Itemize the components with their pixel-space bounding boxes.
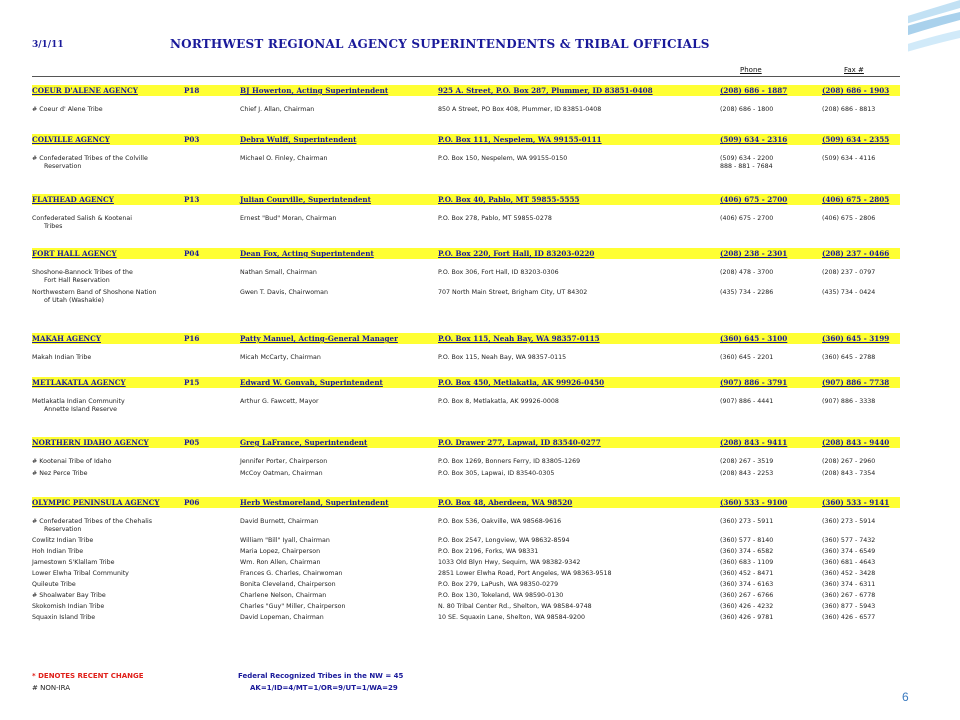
tribe-name: Squaxin Island Tribe <box>32 614 96 621</box>
agency-fax: (360) 533 - 9141 <box>822 498 890 507</box>
agency-code: P13 <box>184 195 200 204</box>
tribe-fax: (208) 686 - 8813 <box>822 106 876 113</box>
tribe-phone: (208) 686 - 1800 <box>720 106 774 113</box>
federal-tribes-by-state: AK=1/ID=4/MT=1/OR=9/UT=1/WA=29 <box>250 684 398 692</box>
tribe-official: Charlene Nelson, Chairman <box>240 592 327 599</box>
tribe-address: P.O. Box 279, LaPush, WA 98350-0279 <box>438 581 559 588</box>
agency-name: COLVILLE AGENCY <box>32 135 110 144</box>
tribe-address: P.O. Box 536, Oakville, WA 98568-9616 <box>438 518 562 525</box>
tribe-address: P.O. Box 306, Fort Hall, ID 83203-0306 <box>438 269 559 276</box>
agency-phone: (208) 843 - 9411 <box>720 438 788 447</box>
legend-non-ira: # NON-IRA <box>32 684 71 692</box>
tribe-address: 10 SE. Squaxin Lane, Shelton, WA 98584-9200 <box>438 614 585 621</box>
agency-fax: (509) 634 - 2355 <box>822 135 890 144</box>
tribe-official: Frances G. Charles, Chairwoman <box>240 570 343 577</box>
tribe-row <box>32 353 900 363</box>
tribe-phone: (360) 577 - 8140 <box>720 537 774 544</box>
tribe-name-continued: Annette Island Reserve <box>44 406 118 413</box>
tribe-official: Bonita Cleveland, Chairperson <box>240 581 336 588</box>
fax-column-header: Fax # <box>844 66 864 74</box>
agency-address: 925 A. Street, P.O. Box 287, Plummer, ID 83851-0408 <box>438 86 653 95</box>
tribe-address: 2851 Lower Elwha Road, Port Angeles, WA 98363-9518 <box>438 570 612 577</box>
tribe-row-continuation <box>32 525 900 535</box>
tribe-phone: (208) 478 - 3700 <box>720 269 774 276</box>
tribe-name-continued: Tribes <box>44 223 63 230</box>
tribe-phone: (509) 634 - 2200 <box>720 155 774 162</box>
agency-header-row <box>32 497 900 508</box>
tribe-phone: (435) 734 - 2286 <box>720 289 774 296</box>
agency-official: Herb Westmoreland, Superintendent <box>240 498 389 507</box>
agency-code: P16 <box>184 334 200 343</box>
tribe-fax: (360) 267 - 6778 <box>822 592 876 599</box>
tribe-row <box>32 558 900 568</box>
tribe-phone: (406) 675 - 2700 <box>720 215 774 222</box>
tribe-fax: (208) 267 - 2960 <box>822 458 876 465</box>
tribe-official: Maria Lopez, Chairperson <box>240 548 321 555</box>
agency-phone: (907) 886 - 3791 <box>720 378 788 387</box>
tribe-row <box>32 580 900 590</box>
tribe-address: N. 80 Tribal Center Rd., Shelton, WA 98584-9748 <box>438 603 592 610</box>
tribe-row <box>32 569 900 579</box>
tribe-fax: (360) 645 - 2788 <box>822 354 876 361</box>
tribe-name: Makah Indian Tribe <box>32 354 92 361</box>
tribe-address: 707 North Main Street, Brigham City, UT 84302 <box>438 289 588 296</box>
tribe-phone: (360) 426 - 4232 <box>720 603 774 610</box>
tribe-name-continued: Reservation <box>44 526 82 533</box>
tribe-fax: (509) 634 - 4116 <box>822 155 876 162</box>
agency-phone: (360) 645 - 3100 <box>720 334 788 343</box>
agency-header-row <box>32 248 900 259</box>
tribe-address: P.O. Box 150, Nespelem, WA 99155-0150 <box>438 155 568 162</box>
agency-official: BJ Howerton, Acting Superintendent <box>240 86 389 95</box>
tribe-phone: (360) 426 - 9781 <box>720 614 774 621</box>
tribe-fax: (360) 681 - 4643 <box>822 559 876 566</box>
tribe-name: Cowlitz Indian Tribe <box>32 537 94 544</box>
tribe-fax: (360) 577 - 7432 <box>822 537 876 544</box>
federal-tribes-total: Federal Recognized Tribes in the NW = 45 <box>238 672 404 680</box>
tribe-fax: (435) 734 - 0424 <box>822 289 876 296</box>
agency-name: NORTHERN IDAHO AGENCY <box>32 438 149 447</box>
tribe-fax: (360) 426 - 6577 <box>822 614 876 621</box>
tribe-name: Metlakatla Indian Community <box>32 398 125 405</box>
tribe-name: # Coeur d' Alene Tribe <box>32 106 103 113</box>
agency-name: METLAKATLA AGENCY <box>32 378 126 387</box>
agency-fax: (360) 645 - 3199 <box>822 334 890 343</box>
tribe-phone: (360) 645 - 2201 <box>720 354 774 361</box>
tribe-address: P.O. Box 115, Neah Bay, WA 98357-0115 <box>438 354 567 361</box>
tribe-fax: (360) 273 - 5914 <box>822 518 876 525</box>
tribe-row-continuation <box>32 162 900 172</box>
header-rule <box>32 76 900 77</box>
agency-header-row <box>32 194 900 205</box>
tribe-official: David Burnett, Chairman <box>240 518 319 525</box>
tribe-row <box>32 105 900 115</box>
tribe-address: P.O. Box 305, Lapwai, ID 83540-0305 <box>438 470 555 477</box>
tribe-name: Shoshone-Bannock Tribes of the <box>32 269 133 276</box>
tribe-fax: (406) 675 - 2806 <box>822 215 876 222</box>
tribe-phone: (360) 683 - 1109 <box>720 559 774 566</box>
tribe-row <box>32 591 900 601</box>
tribe-phone: (360) 267 - 6766 <box>720 592 774 599</box>
tribe-row <box>32 536 900 546</box>
tribe-address: P.O. Box 130, Tokeland, WA 98590-0130 <box>438 592 564 599</box>
agency-phone: (509) 634 - 2316 <box>720 135 788 144</box>
agency-address: P.O. Box 48, Aberdeen, WA 98520 <box>438 498 573 507</box>
tribe-phone: (360) 374 - 6163 <box>720 581 774 588</box>
agency-header-row <box>32 437 900 448</box>
tribe-fax: (360) 877 - 5943 <box>822 603 876 610</box>
tribe-address: P.O. Box 2547, Longview, WA 98632-8594 <box>438 537 570 544</box>
tribe-official: Jennifer Porter, Chairperson <box>240 458 328 465</box>
tribe-official: Nathan Small, Chairman <box>240 269 317 276</box>
document-page <box>18 16 908 704</box>
tribe-official: Micah McCarty, Chairman <box>240 354 321 361</box>
tribe-row-continuation <box>32 276 900 286</box>
tribe-row-continuation <box>32 222 900 232</box>
document-date: 3/1/11 <box>32 40 64 50</box>
tribe-name: # Confederated Tribes of the Chehalis <box>32 518 152 525</box>
agency-code: P05 <box>184 438 200 447</box>
tribe-official: McCoy Oatman, Chairman <box>240 470 323 477</box>
agency-header-row <box>32 85 900 96</box>
tribe-address: P.O. Box 278, Pablo, MT 59855-0278 <box>438 215 552 222</box>
agency-official: Julian Courville, Superintendent <box>240 195 371 204</box>
tribe-name: # Nez Perce Tribe <box>32 470 88 477</box>
tribe-row <box>32 613 900 623</box>
agency-name: FLATHEAD AGENCY <box>32 195 114 204</box>
agency-header-row <box>32 134 900 145</box>
agency-official: Greg LaFrance, Superintendent <box>240 438 368 447</box>
agency-address: P.O. Box 111, Nespelem, WA 99155-0111 <box>438 135 602 144</box>
agency-phone: (360) 533 - 9100 <box>720 498 788 507</box>
agency-fax: (208) 686 - 1903 <box>822 86 890 95</box>
agency-code: P18 <box>184 86 200 95</box>
tribe-official: Michael O. Finley, Chairman <box>240 155 328 162</box>
document-title: NORTHWEST REGIONAL AGENCY SUPERINTENDENTS & TRIBAL OFFICIALS <box>170 37 710 51</box>
tribe-official: William "Bill" Iyall, Chairman <box>240 537 330 544</box>
tribe-fax: (208) 237 - 0797 <box>822 269 876 276</box>
tribe-fax: (360) 452 - 3428 <box>822 570 876 577</box>
tribe-address: 1033 Old Blyn Hwy, Sequim, WA 98382-9342 <box>438 559 581 566</box>
tribe-row <box>32 602 900 612</box>
tribe-name: Skokomish Indian Tribe <box>32 603 105 610</box>
legend-recent-change-label: RECENT CHANGE <box>77 672 144 680</box>
agency-code: P04 <box>184 249 200 258</box>
tribe-name-continued: Reservation <box>44 163 82 170</box>
tribe-name: Jamestown S'Klallam Tribe <box>32 559 115 566</box>
agency-official: Edward W. Gonvah, Superintendent <box>240 378 383 387</box>
agency-phone: (208) 686 - 1887 <box>720 86 788 95</box>
tribe-official: David Lopeman, Chairman <box>240 614 324 621</box>
agency-fax: (406) 675 - 2805 <box>822 195 890 204</box>
tribe-phone: (360) 452 - 8471 <box>720 570 774 577</box>
tribe-official: Chief J. Allan, Chairman <box>240 106 315 113</box>
tribe-name: # Shoalwater Bay Tribe <box>32 592 106 599</box>
tribe-official: Wm. Ron Allen, Chairman <box>240 559 321 566</box>
agency-code: P06 <box>184 498 200 507</box>
tribe-address: P.O. Box 1269, Bonners Ferry, ID 83805-1269 <box>438 458 581 465</box>
agency-name: MAKAH AGENCY <box>32 334 101 343</box>
phone-column-header: Phone <box>740 66 762 74</box>
agency-phone: (406) 675 - 2700 <box>720 195 788 204</box>
tribe-fax: (907) 886 - 3338 <box>822 398 876 405</box>
tribe-name: Northwestern Band of Shoshone Nation <box>32 289 157 296</box>
tribe-name-continued: Fort Hall Reservation <box>44 277 110 284</box>
tribe-address: P.O. Box 2196, Forks, WA 98331 <box>438 548 539 555</box>
tribe-official: Arthur G. Fawcett, Mayor <box>240 398 319 405</box>
tribe-fax: (360) 374 - 6549 <box>822 548 876 555</box>
tribe-official: Charles "Guy" Miller, Chairperson <box>240 603 346 610</box>
tribe-name-continued: of Utah (Washakie) <box>44 297 104 304</box>
tribe-name: # Confederated Tribes of the Colville <box>32 155 148 162</box>
agency-fax: (907) 886 - 7738 <box>822 378 890 387</box>
tribe-phone: (360) 273 - 5911 <box>720 518 774 525</box>
legend-recent-change <box>32 672 144 680</box>
agency-header-row <box>32 377 900 388</box>
tribe-official: Ernest "Bud" Moran, Chairman <box>240 215 337 222</box>
tribe-name: Hoh Indian Tribe <box>32 548 84 555</box>
agency-name: FORT HALL AGENCY <box>32 249 117 258</box>
tribe-address: P.O. Box 8, Metlakatla, AK 99926-0008 <box>438 398 559 405</box>
tribe-name: Lower Elwha Tribal Community <box>32 570 129 577</box>
tribe-official: Gwen T. Davis, Chairwoman <box>240 289 329 296</box>
agency-address: P.O. Box 220, Fort Hall, ID 83203-0220 <box>438 249 595 258</box>
agency-official: Dean Fox, Acting Superintendent <box>240 249 374 258</box>
tribe-row-continuation <box>32 296 900 306</box>
tribe-address: 850 A Street, PO Box 408, Plummer, ID 83851-0408 <box>438 106 602 113</box>
agency-address: P.O. Box 40, Pablo, MT 59855-5555 <box>438 195 580 204</box>
agency-official: Debra Wulff, Superintendent <box>240 135 357 144</box>
tribe-fax: (208) 843 - 7354 <box>822 470 876 477</box>
tribe-name: # Kootenai Tribe of Idaho <box>32 458 112 465</box>
slide-page-number: 6 <box>902 690 909 704</box>
agency-phone: (208) 238 - 2301 <box>720 249 788 258</box>
agency-name: OLYMPIC PENINSULA AGENCY <box>32 498 160 507</box>
tribe-phone: (360) 374 - 6582 <box>720 548 774 555</box>
tribe-row <box>32 457 900 467</box>
tribe-fax: (360) 374 - 6311 <box>822 581 876 588</box>
tribe-phone-secondary: 888 - 881 - 7684 <box>720 163 773 170</box>
tribe-phone: (208) 843 - 2253 <box>720 470 774 477</box>
tribe-name: Quileute Tribe <box>32 581 76 588</box>
tribe-row-continuation <box>32 405 900 415</box>
agency-name: COEUR D'ALENE AGENCY <box>32 86 138 95</box>
agency-code: P15 <box>184 378 200 387</box>
agency-address: P.O. Drawer 277, Lapwai, ID 83540-0277 <box>438 438 601 447</box>
agency-code: P03 <box>184 135 200 144</box>
tribe-phone: (208) 267 - 3519 <box>720 458 774 465</box>
tribe-row <box>32 469 900 479</box>
tribe-row <box>32 547 900 557</box>
agency-address: P.O. Box 115, Neah Bay, WA 98357-0115 <box>438 334 600 343</box>
tribe-name: Confederated Salish & Kootenai <box>32 215 132 222</box>
agency-fax: (208) 843 - 9440 <box>822 438 890 447</box>
agency-address: P.O. Box 450, Metlakatla, AK 99926-0450 <box>438 378 605 387</box>
agency-fax: (208) 237 - 0466 <box>822 249 890 258</box>
tribe-phone: (907) 886 - 4441 <box>720 398 774 405</box>
agency-header-row <box>32 333 900 344</box>
legend-star-marker: * DENOTES <box>32 672 76 680</box>
agency-official: Patty Manuel, Acting-General Manager <box>240 334 398 343</box>
